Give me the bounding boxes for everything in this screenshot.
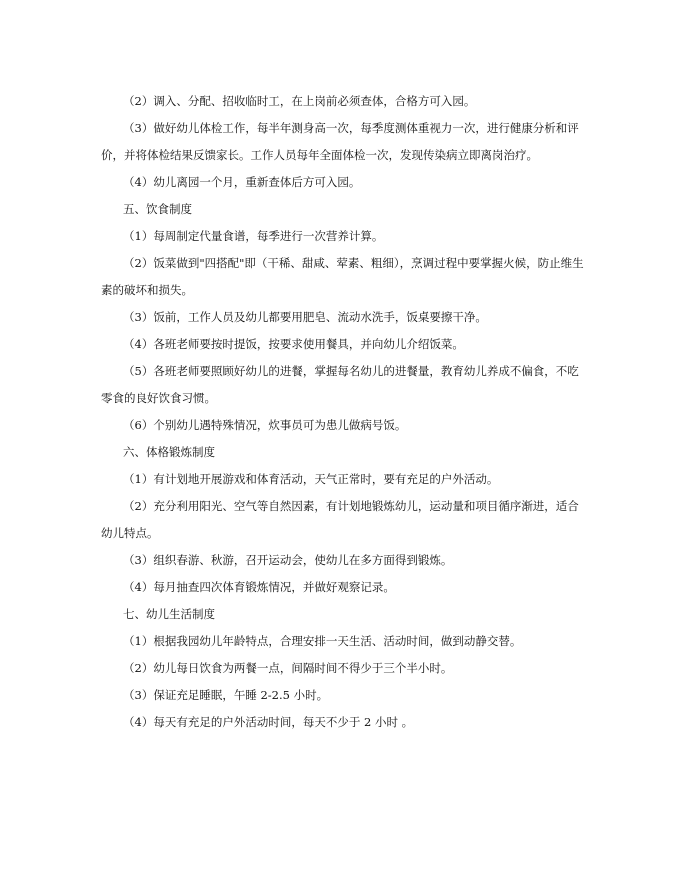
text-line: （3）组织春游、秋游，召开运动会，使幼儿在多方面得到锻炼。 — [123, 553, 453, 567]
text-line: （4）幼儿离园一个月，重新查体后方可入园。 — [123, 175, 361, 189]
text-line: （3）饭前，工作人员及幼儿都要用肥皂、流动水洗手，饭桌要擦干净。 — [123, 310, 487, 324]
text-line: （2）幼儿每日饮食为两餐一点，间隔时间不得少于三个半小时。 — [123, 661, 453, 675]
text-line: （4）各班老师要按时提饭，按要求使用餐具，并向幼儿介绍饭菜。 — [123, 337, 464, 351]
text-line: （1）有计划地开展游戏和体育活动，天气正常时，要有充足的户外活动。 — [123, 472, 499, 486]
text-line: 素的破坏和损失。 — [101, 283, 193, 297]
text-line: 零食的良好饮食习惯。 — [101, 391, 216, 405]
text-line: （4）每月抽查四次体育锻炼情况，并做好观察记录。 — [123, 580, 395, 594]
text-line: （1）根据我园幼儿年龄特点，合理安排一天生活、活动时间，做到动静交替。 — [123, 634, 522, 648]
section-heading: 七、幼儿生活制度 — [123, 607, 215, 621]
text-line: 价，并将体检结果反馈家长。工作人员每年全面体检一次，发现传染病立即离岗治疗。 — [101, 148, 538, 162]
text-line: （5）各班老师要照顾好幼儿的进餐，掌握每名幼儿的进餐量，教育幼儿养成不偏食，不吃 — [123, 364, 579, 378]
document-body — [101, 88, 582, 736]
section-heading: 五、饮食制度 — [123, 202, 192, 216]
text-line: （6）个别幼儿遇特殊情况，炊事员可为患儿做病号饭。 — [123, 418, 407, 432]
text-line: （2）充分利用阳光、空气等自然因素，有计划地锻炼幼儿，运动量和项目循序渐进，适合 — [123, 499, 579, 513]
section-heading: 六、体格锻炼制度 — [123, 445, 215, 459]
text-line: （3）做好幼儿体检工作，每半年测身高一次，每季度测体重视力一次，进行健康分析和评 — [123, 121, 579, 135]
text-line: （1）每周制定代量食谱，每季进行一次营养计算。 — [123, 229, 384, 243]
text-line: 幼儿特点。 — [101, 526, 159, 540]
text-line: （4）每天有充足的户外活动时间，每天不少于 2 小时 。 — [123, 715, 414, 729]
text-line: （2）调入、分配、招收临时工，在上岗前必须查体，合格方可入园。 — [123, 94, 476, 108]
text-line: （3）保证充足睡眠，午睡 2-2.5 小时。 — [123, 688, 329, 702]
text-line: （2）饭菜做到"四搭配"即（干稀、甜咸、荤素、粗细），烹调过程中要掌握火候，防止维生 — [123, 256, 584, 270]
